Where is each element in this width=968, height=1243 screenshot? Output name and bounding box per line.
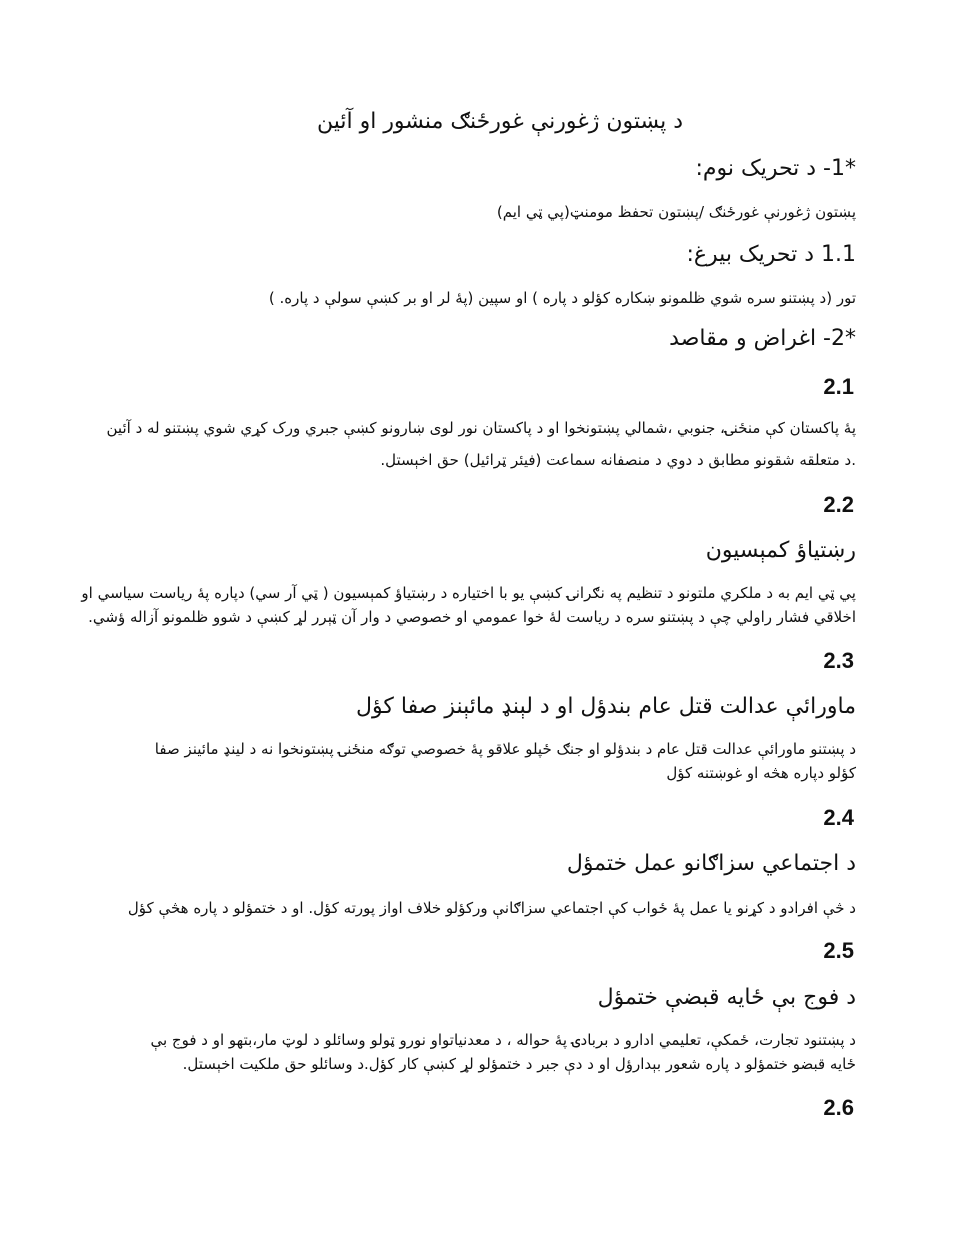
item-2-4-subheading: د اجتماعي سزاګانو عمل ختمؤل (566, 851, 856, 876)
item-2-5-line-2: ځایه قبضو ختمؤلو د پاره شعور بېدارؤل او د دې جبر د ختمؤلو لړ کښې کار کؤل.د وسائلو حق ملکیت اخېستل. (182, 1055, 856, 1073)
document-title: د پښتون ژغورنې غورځنګ منشور او آئین (316, 109, 684, 134)
item-2-1-line-2: .د متعلقه شقونو مطابق د دوي د منصفانه سماعت (فیئر ټرائیل) حق اخېستل. (380, 451, 856, 469)
item-2-3-line-1: د پښتنو ماورائې عدالت قتل عام د بندؤلو او جنګ ځپلو علاقو پۀ خصوصي توګه منځنۍ پښتونخوا نه د لینډ مائینز صفا (154, 740, 856, 758)
item-2-3-subheading: ماورائې عدالت قتل عام بندؤل او د لېنډ مائېنز صفا کؤل (356, 694, 856, 719)
item-number-2-3: 2.3 (823, 648, 854, 673)
section-body-flag: تور (د پښتنو سره شوي ظلمونو ښکاره کؤلو د پاره ) او سپین (پۀ لر او بر کښې سولې د پاره. ) (268, 289, 856, 307)
item-2-2-line-1: پي ټي ایم به د ملکري ملتونو د تنظیم په نګرانۍ کښې یو با اختیاره د رښتیاؤ کمېسیون ( ټي آر سي) دپاره پۀ ریاست سیاسي او (81, 584, 856, 602)
item-number-2-1: 2.1 (823, 374, 854, 399)
section-heading-movement-name: *1- د تحریک نوم: (695, 156, 856, 181)
item-number-2-4: 2.4 (823, 805, 854, 830)
section-heading-flag: 1.1 د تحریک بیرغ: (686, 242, 856, 267)
item-2-1-line-1: پۀ پاکستان کې منځنۍ، جنوبي ،شمالي پښتونخوا او د پاکستان نور لوی ښارونو کښې جبري ورک کړي شوي پښتنو له د آئین (106, 419, 856, 437)
item-2-5-subheading: د فوج بې ځایه قبضې ختمؤل (597, 985, 856, 1010)
section-body-movement-name: پښتون ژغورنې غورځنګ /پښتون تحفظ مومنټ(پي ټي ايم) (496, 203, 856, 221)
item-2-3-line-2: کؤلو دپاره هڅه او غوښتنه کؤل (666, 764, 856, 782)
item-number-2-2: 2.2 (823, 492, 854, 517)
item-number-2-5: 2.5 (823, 938, 854, 963)
item-number-2-6: 2.6 (823, 1095, 854, 1120)
item-2-4-line-1: د څې افرادو د کړنو یا عمل پۀ ځواب کې اجتماعي سزاګانې ورکؤلو خلاف اواز پورته کؤل. او د ختمؤلو د پاره هڅې کؤل (127, 899, 856, 917)
item-2-2-line-2: اخلاقي فشار راولي چې د پښتنو سره د ریاست لۀ خوا عمومي او خصوصي د وار آن ټېرر لړ کښې د شوو ظلمونو آزاله ؤشي. (88, 608, 856, 626)
item-2-2-subheading: رښتیاؤ کمېسیون (705, 538, 856, 563)
section-heading-objectives: *2- اغراض و مقاصد (669, 326, 856, 351)
item-2-5-line-1: د پښتنود تجارت، ځمکې، تعلیمي ادارو د بربادۍ پۀ حواله ، د معدنیاتواو نورو ټولو وسائلو د لوټ مار،بتهو او د فوج بې (150, 1031, 856, 1049)
